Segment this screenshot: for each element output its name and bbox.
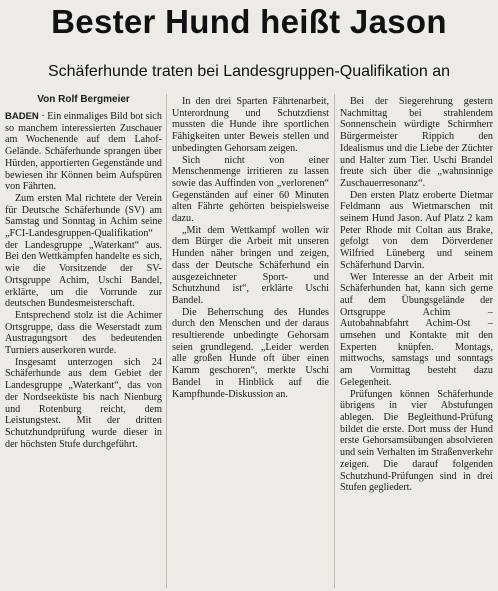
byline: Von Rolf Bergmeier — [37, 94, 130, 105]
column-rule — [334, 94, 335, 588]
paragraph: Wer Interesse an der Arbeit mit Schäferhunden hat, kann sich gerne auf dem Übungsgelände der Ortsgruppe Achim – Autobahnabfahrt Achim-Ost – umsehen und Kontakte mit den Experten knüpfen. Montags, mittwochs, samstags und sonntags am Vormittag besteht dazu Gelegenheit. — [340, 271, 493, 388]
paragraph: In den drei Sparten Fährtenarbeit, Unterordnung und Schutzdienst mussten die Hunde ihre sportlichen Fähigkeiten unter Beweis stellen und unbedingten Gehorsam zeigen. — [172, 96, 329, 154]
paragraph: Insgesamt unterzogen sich 24 Schäferhunde aus dem Gebiet der Landesgruppe „Waterkant“, das von der Nordseeküste bis nach Nienburg und Rotenburg reicht, dem Leistungstest. Mit der dritten Schutzhundprüfung wurde dieser in der höchsten Stufe durchgeführt. — [5, 356, 162, 450]
paragraph: „Mit dem Wettkampf wollen wir dem Bürger die Arbeit mit unseren Hunden näher bringen und zeigen, dass der Deutsche Schäferhund ein ausgezeichneter Sport- und Schutzhund ist“, erklärte Uschi Bandel. — [172, 224, 329, 306]
paragraph: Den ersten Platz eroberte Dietmar Feldmann aus Wietmarschen mit seinem Hund Jason. Auf Platz 2 kam Peter Rhode mit Coltan aus Brake, gefolgt von dem Dörverdener Wilfried Lüneberg und seinem Schäferhund Darvin. — [340, 189, 493, 271]
article-column-3 — [340, 96, 493, 494]
column-rule — [166, 94, 167, 588]
dateline: BADEN — [5, 111, 39, 122]
dateline-separator: · — [38, 111, 48, 122]
paragraph: Prüfungen können Schäferhunde übrigens in vier Abstufungen ablegen. Die Begleithund-Prüfung bildet die erste. Dort muss der Hund erste Gehorsamsübungen absolvieren und sein Verhalten im Straßenverkehr zeigen. Die darauf folgenden Schutzhund-Prüfungen sind in drei Stufen gegliedert. — [340, 388, 493, 494]
article-column-1 — [5, 94, 162, 450]
article-column-2 — [172, 96, 329, 400]
headline: Bester Hund heißt Jason — [51, 3, 447, 40]
paragraph — [5, 111, 162, 193]
paragraph: Sich nicht von einer Menschenmenge irritieren zu lassen sowie das Auffinden von „verlorenen“ Gegenständen auf einer 60 Minuten alten Fährte gehörten beispielsweise dazu. — [172, 154, 329, 225]
paragraph: Die Beherrschung des Hundes durch den Menschen und der daraus resultierende unbedingte Gehorsam seien grundlegend. „Leider werden alle großen Hunde oft über einen Kamm geschoren“, merkte Uschi Bandel in Hinblick auf die Kampfhunde-Diskussion an. — [172, 306, 329, 400]
paragraph: Entsprechend stolz ist die Achimer Ortsgruppe, dass die Weserstadt zum Austragungsort des bedeutenden Turniers auserkoren wurde. — [5, 309, 162, 357]
paragraph: Zum ersten Mal richtete der Verein für Deutsche Schäferhunde (SV) am Samstag und Sonntag in Achim seine „FCI-Landesgruppen-Qualifikation“ der Landesgruppe „Waterkant“ aus. Bei den Wettkämpfen handelte es sich, wie die Vorsitzende der SV-Ortsgruppe Achim, Uschi Bandel, erklärte, um die Vorrunde zur deutschen Bundesmeisterschaft. — [5, 192, 163, 310]
subheadline: Schäferhunde traten bei Landesgruppen-Qualifikation an — [47, 63, 451, 80]
paragraph-text: Ein einmaliges Bild bot sich so manchem interessierten Zuschauer am Wochenende auf dem Lahof-Gelände. Schäferhunde sprangen über Hürden, apportierten Gegenstände und bewiesen ihr Können beim Aufspüren von Fährten. — [5, 111, 162, 193]
paragraph: Bei der Siegerehrung gestern Nachmittag bei strahlendem Sonnenschein würdigte Schirmherr Bürgermeister Rippich den Idealismus und die Liebe der Züchter und Halter zum Tier. Uschi Brandel freute sich über die „wahnsinnige Zuschauerresonanz“. — [340, 96, 493, 189]
